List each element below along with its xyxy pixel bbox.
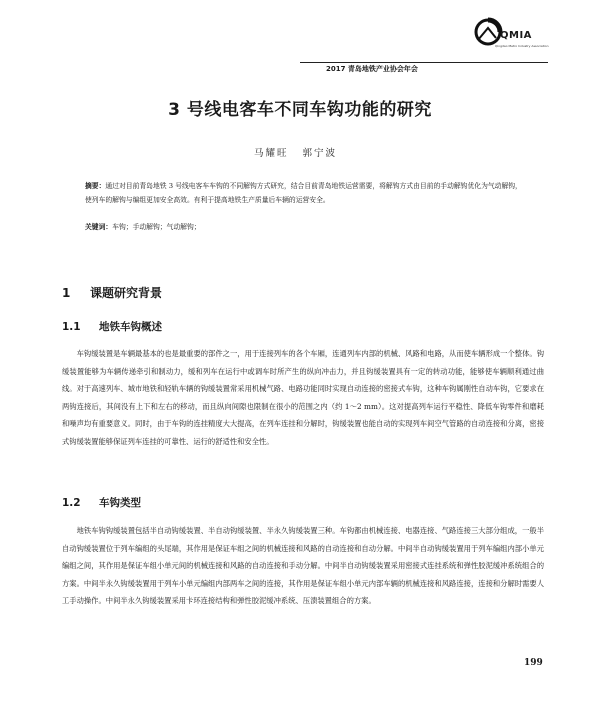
- body-paragraph: 车钩缓装置是车辆最基本的也是最重要的部件之一，用于连接列车的各个车厢，连通列车内部的机械、风路和电路，从而使车辆形成一个整体。钩缓装置能够为车辆传递牵引和制动力，缓和列车在运行中或调车时所产生的纵向冲击力，并且钩缓装置具有一定的转动功能，能够使车辆顺利通过曲线。对于高速列车、城市地铁和轻轨车辆的钩缓装置常采用机械气路、电路功能同时实现自动连接的密接式车钩，这种车钩属刚性自动车钩，它要求在两钩连接后，其间没有上下和左右的移动，而且纵向间隙也限制在很小的范围之内（约 1～2 mm）。这对提高列车运行平稳性、降低车钩零件和磨耗和噪声均有重要意义。同时，由于车钩的连挂精度大大提高，在列车连挂和分解时，钩缓装置也能自动的实现列车间空气管路的自动连接和分离，密接式钩缓装置能够保证列车连挂的可靠性、运行的舒适性和安全性。: [62, 349, 544, 446]
- abstract: [85, 180, 525, 207]
- keywords-label: 关键词：: [85, 223, 113, 231]
- abstract-label: 摘要：: [85, 182, 106, 190]
- subsection-number: 1.1: [62, 321, 81, 333]
- subsection-heading: [62, 495, 141, 510]
- header-rule: [300, 62, 548, 63]
- logo-subtitle: Qingdao Metro Industry Association: [495, 44, 549, 48]
- logo-text: QMIA: [500, 30, 532, 41]
- abstract-text: 通过对目前青岛地铁 3 号线电客车车钩的不同解钩方式研究，结合目前青岛地铁运营需要，将解钩方式由目前的手动解钩优化为气动解钩，使列车的解钩与编组更加安全高效。有利于提高地铁生产质量后车辆的运营安全。: [85, 182, 522, 204]
- conference-name: 2017 青岛地铁产业协会年会: [326, 65, 418, 73]
- article-title: 3 号线电客车不同车钩功能的研究: [168, 100, 432, 120]
- author-name: 马耀旺: [254, 148, 289, 159]
- page-number: 199: [524, 658, 543, 668]
- body-paragraph: 地铁车钩钩缓装置包括半自动钩缓装置、半自动钩缓装置、半永久钩缓装置三种。车钩都由机械连接、电器连接、气路连接三大部分组成，一般半自动钩缓装置位于列车编组的头尾端，其作用是保证车组之间的机械连接和风路的自动连接和自动分解。中间半自动钩缓装置用于列车编组内部小单元编组之间，其作用是保证车组小单元间的机械连接和风路的自动连接和手动分解。中间半自动钩缓装置采用密接式连挂系统和弹性胶泥缓冲系统组合的方案。中间半永久钩缓装置用于列车小单元编组内部两车之间的连接，其作用是保证车组小单元内部车辆的机械连接和风路连接，连接和分解时需要人工手动操作。中间半永久钩缓装置采用卡环连接结构和弹性胶泥缓冲系统、压溃装置组合的方案。: [62, 526, 544, 606]
- subsection-number: 1.2: [62, 497, 81, 509]
- author-name: 郭宁波: [302, 148, 338, 159]
- keywords-text: 车钩；手动解钩；气动解钩；: [112, 223, 201, 231]
- section-heading: [62, 284, 162, 301]
- section-title: 课题研究背景: [90, 286, 163, 300]
- subsection-title: 地铁车钩概述: [99, 321, 162, 333]
- subsection-heading: [62, 319, 162, 334]
- subsection-title: 车钩类型: [99, 497, 141, 509]
- authors: [254, 145, 337, 159]
- section-number: 1: [62, 286, 71, 300]
- keywords: [85, 221, 525, 234]
